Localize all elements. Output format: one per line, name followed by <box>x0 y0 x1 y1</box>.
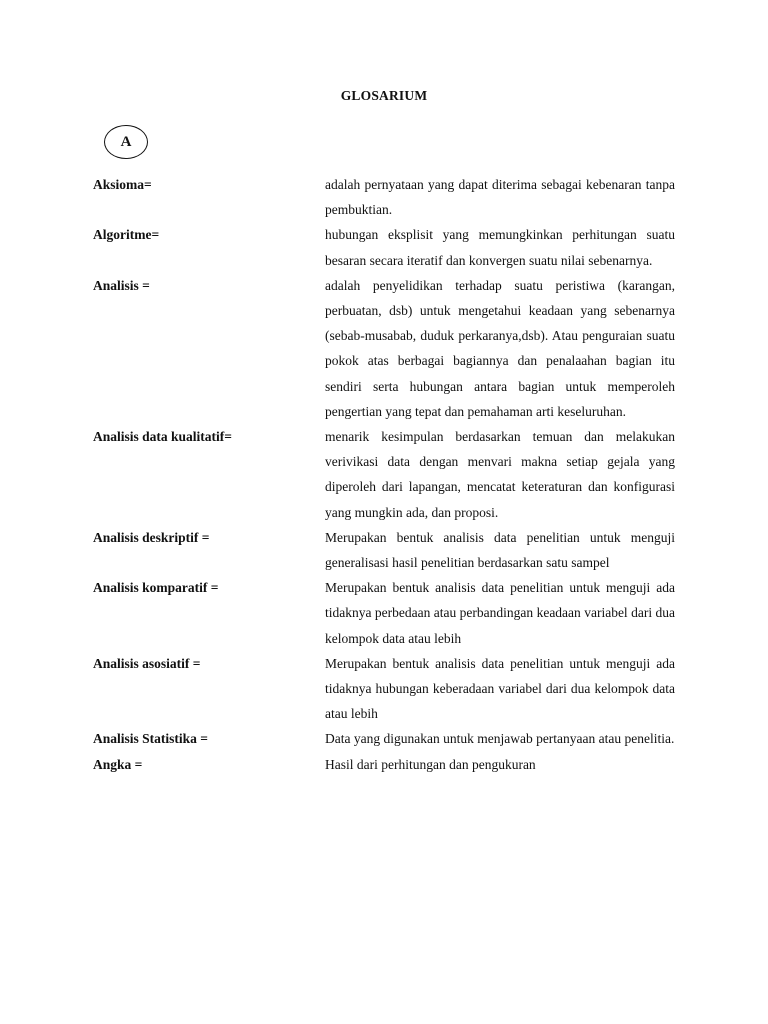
glossary-definition: Merupakan bentuk analisis data penelitian untuk menguji ada tidaknya hubungan keberadaan variabel dari dua kelompok data atau lebih <box>325 655 675 722</box>
glossary-definition: Merupakan bentuk analisis data penelitian untuk menguji generalisasi hasil penelitian berdasarkan satu sampel <box>325 529 675 571</box>
section-letter-badge: A <box>104 125 148 159</box>
glossary-term: Aksioma= <box>93 177 152 192</box>
glossary-term: Analisis deskriptif = <box>93 529 210 545</box>
glossary-definition: menarik kesimpulan berdasarkan temuan dan melakukan verivikasi data dengan menvari makna setiap gejala yang diperoleh dari lapangan, mencatat keteraturan dan konfigurasi yang mungkin ada, dan proposi. <box>325 429 675 520</box>
glossary-term: Analisis = <box>93 277 150 293</box>
glossary-definition: hubungan eksplisit yang memungkinkan perhitungan suatu besaran secara iteratif dan konvergen suatu nilai sebenarnya. <box>325 227 675 268</box>
glossary-term: Algoritme= <box>93 227 160 243</box>
glossary-term: Analisis Statistika = <box>93 731 208 747</box>
glossary-term: Angka = <box>93 756 143 772</box>
glossary-term: Analisis komparatif = <box>93 580 219 596</box>
glossary-entry <box>93 424 675 525</box>
glossary-entry <box>93 752 675 777</box>
glossary-term: Analisis data kualitatif= <box>93 429 232 445</box>
glossary-list <box>93 172 675 777</box>
glossary-definition: adalah penyelidikan terhadap suatu peristiwa (karangan, perbuatan, dsb) untuk mengetahui keadaan yang sebenarnya (sebab-musabab, duduk perkaranya,dsb). Atau penguraian suatu pokok atas berbagai bagiannya dan penalaahan bagian itu sendiri serta hubungan antara bagian untuk memperoleh pengertian yang tepat dan pemahaman arti keseluruhan. <box>325 277 675 419</box>
glossary-entry <box>93 172 675 222</box>
glossary-entry <box>93 222 675 272</box>
glossary-entry <box>93 273 675 424</box>
glossary-definition: Data yang digunakan untuk menjawab pertanyaan atau penelitia. <box>325 731 675 747</box>
glossary-entry <box>93 726 675 751</box>
glossary-entry <box>93 651 675 727</box>
glossary-definition: Hasil dari perhitungan dan pengukuran <box>325 756 536 772</box>
glossary-term: Analisis asosiatif = <box>93 655 201 671</box>
glossary-entry <box>93 525 675 575</box>
page-title: GLOSARIUM <box>340 88 428 103</box>
glossary-entry <box>93 575 675 651</box>
glossary-definition: Merupakan bentuk analisis data penelitian untuk menguji ada tidaknya perbedaan atau perbandingan keadaan variabel dari dua kelompok data atau lebih <box>325 580 675 646</box>
glossary-definition: adalah pernyataan yang dapat diterima sebagai kebenaran tanpa pembuktian. <box>325 177 675 218</box>
